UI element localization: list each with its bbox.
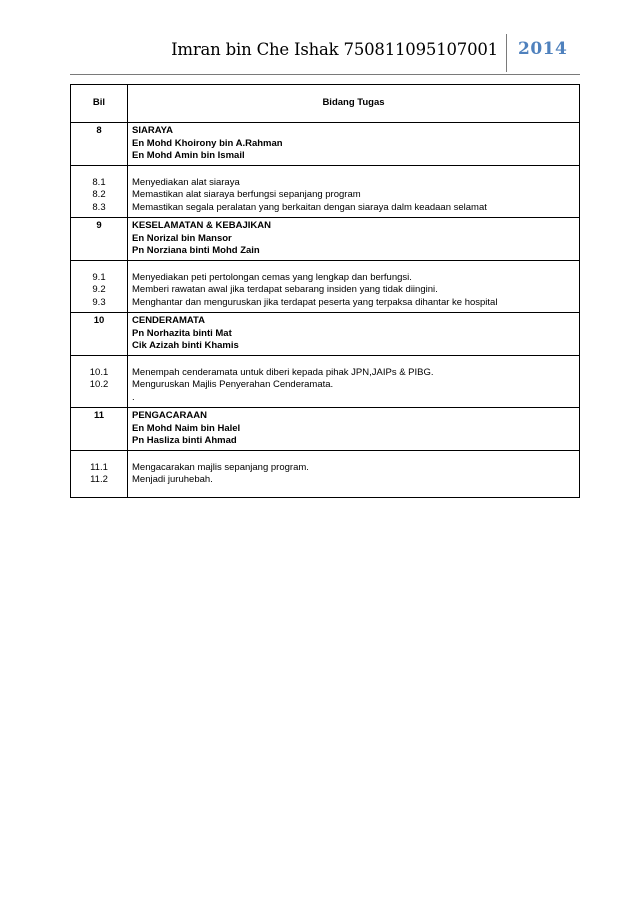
section-title: PENGACARAAN <box>132 410 207 421</box>
task-text: Menguruskan Majlis Penyerahan Cenderamata. <box>132 379 334 390</box>
section-title: CENDERAMATA <box>132 315 206 326</box>
task-text: Memastikan alat siaraya berfungsi sepanjang program <box>132 189 361 200</box>
table-row <box>71 218 580 261</box>
person-name: Cik Azizah binti Khamis <box>132 340 239 351</box>
task-text: Menempah cenderamata untuk diberi kepada pihak JPN,JAIPs & PIBG. <box>132 366 434 378</box>
task-number <box>71 392 127 405</box>
task-descriptions <box>128 355 580 408</box>
task-text: Memastikan segala peralatan yang berkaitan dengan siaraya dalm keadaan selamat <box>132 201 487 213</box>
task-number: 9.3 <box>92 296 106 308</box>
task-text: Menyediakan peti pertolongan cemas yang lengkap dan berfungsi. <box>132 271 412 283</box>
task-number: 10.1 <box>89 366 109 378</box>
header-year: 2014 <box>518 39 568 59</box>
section-number: 11 <box>71 408 128 451</box>
task-number: 11.1 <box>90 461 108 473</box>
person-name: Pn Norhazita binti Mat <box>132 327 232 339</box>
task-number: 9.1 <box>92 271 106 283</box>
header-divider <box>506 34 507 72</box>
task-text: Menghantar dan menguruskan jika terdapat peserta yang terpaksa dihantar ke hospital <box>132 296 498 308</box>
table-row <box>71 355 580 408</box>
section-number: 9 <box>71 218 128 261</box>
task-text: Menyediakan alat siaraya <box>132 176 240 188</box>
task-numbers <box>71 450 128 497</box>
section-number: 8 <box>71 123 128 166</box>
task-number: 10.2 <box>89 379 109 390</box>
task-number: 8.1 <box>92 176 106 188</box>
task-numbers <box>71 355 128 408</box>
header-rule <box>70 74 580 75</box>
table-row <box>71 260 580 313</box>
section-cell <box>128 408 580 451</box>
section-cell <box>128 313 580 356</box>
task-descriptions <box>128 260 580 313</box>
task-text: Memberi rawatan awal jika terdapat sebarang insiden yang tidak diingini. <box>132 284 438 295</box>
task-number: 8.2 <box>92 189 106 200</box>
column-header-bil: Bil <box>71 85 128 123</box>
section-cell <box>128 218 580 261</box>
table-row <box>71 450 580 497</box>
person-name: Pn Hasliza binti Ahmad <box>132 435 237 446</box>
task-text: Mengacarakan majlis sepanjang program. <box>132 461 309 473</box>
task-numbers <box>71 165 128 218</box>
section-title: SIARAYA <box>132 125 174 136</box>
task-number: 8.3 <box>92 201 106 213</box>
task-text: . <box>132 391 135 403</box>
section-number: 10 <box>71 313 128 356</box>
person-name: En Mohd Amin bin Ismail <box>132 150 245 161</box>
table-row <box>71 408 580 451</box>
person-name: En Mohd Naim bin Halel <box>132 422 241 434</box>
section-title: KESELAMATAN & KEBAJIKAN <box>132 220 271 231</box>
column-header-bidang-tugas: Bidang Tugas <box>128 85 580 123</box>
person-name: En Mohd Khoirony bin A.Rahman <box>132 137 283 149</box>
person-name: Pn Norziana binti Mohd Zain <box>132 245 260 256</box>
task-number: 11.2 <box>90 474 108 485</box>
task-number: 9.2 <box>92 284 106 295</box>
task-descriptions <box>128 165 580 218</box>
table-row <box>71 313 580 356</box>
person-name: En Norizal bin Mansor <box>132 232 232 244</box>
table-row <box>71 165 580 218</box>
duty-table <box>70 84 580 498</box>
table-header-row <box>71 85 580 123</box>
header-name: Imran bin Che Ishak 750811095107001 <box>171 40 498 59</box>
task-numbers <box>71 260 128 313</box>
section-cell <box>128 123 580 166</box>
page-header <box>70 34 580 72</box>
task-text: Menjadi juruhebah. <box>132 474 213 485</box>
task-descriptions <box>128 450 580 497</box>
table-row <box>71 123 580 166</box>
